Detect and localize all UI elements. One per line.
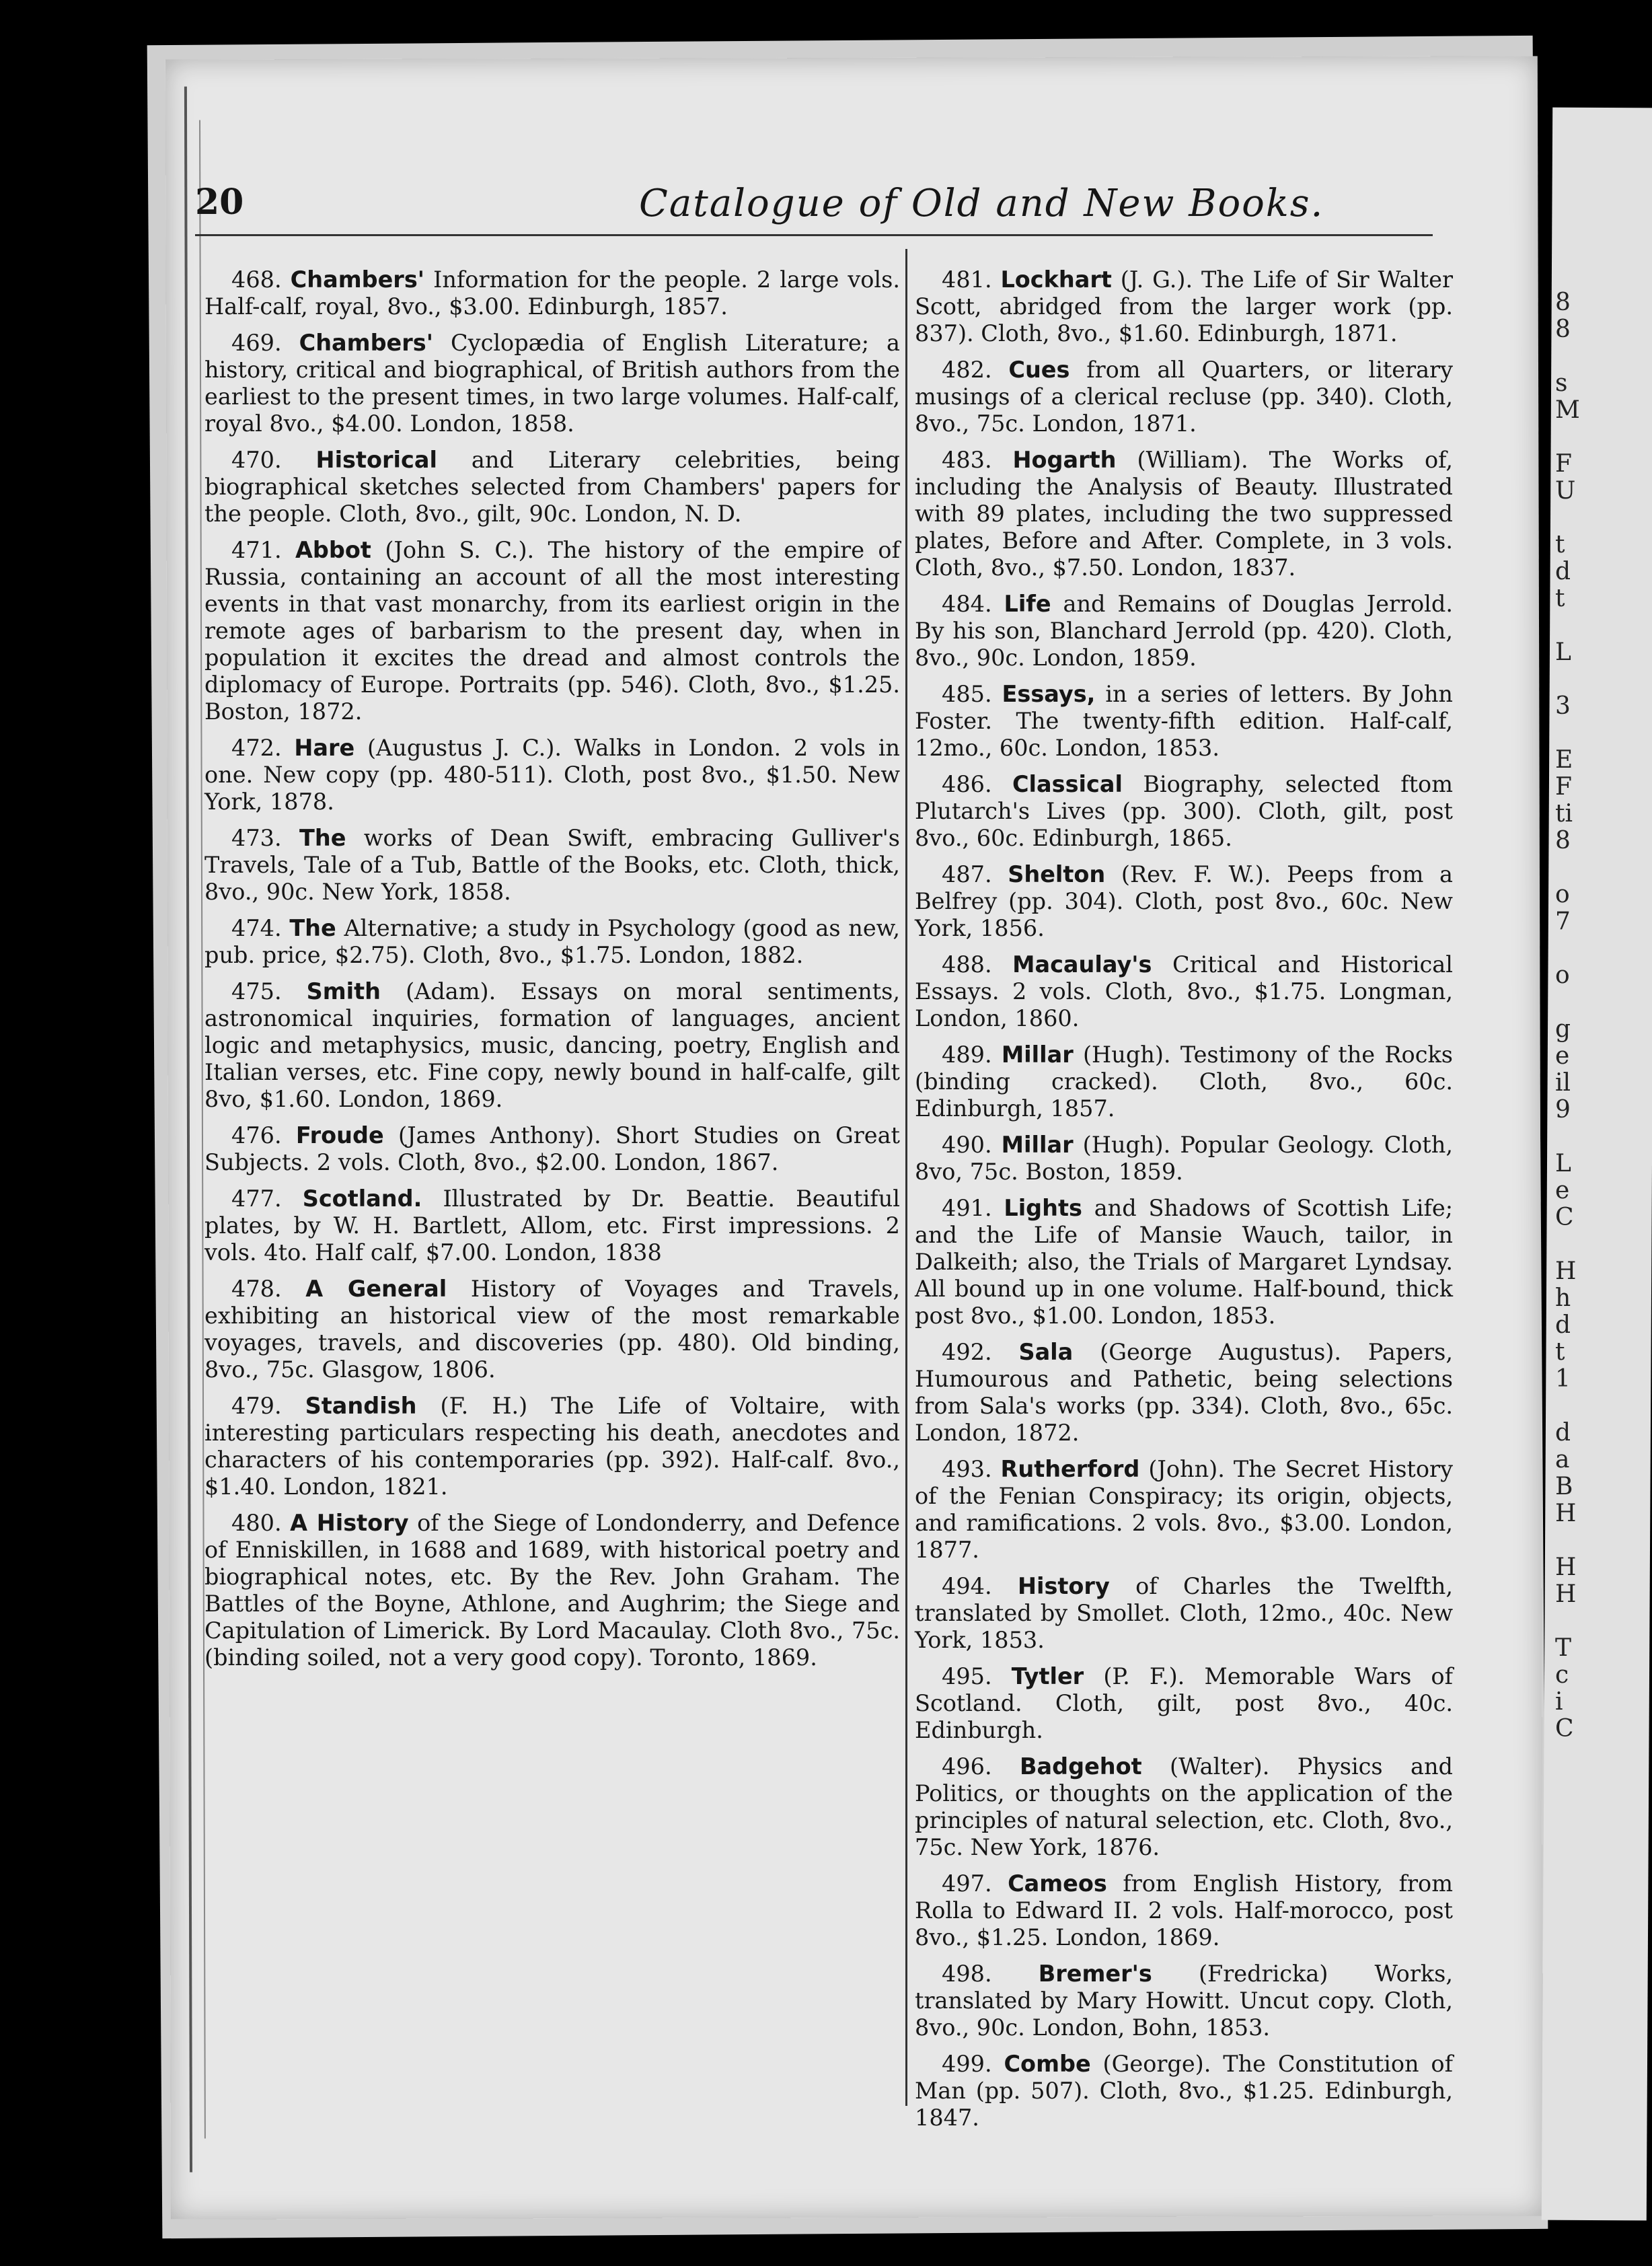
catalogue-entry [204, 1185, 900, 1266]
entry-number: 487. [942, 861, 1008, 887]
catalogue-entry [204, 330, 900, 437]
entry-description: (F. H.) The Life of Voltaire, with interesting particulars respecting his death, anecdotes and characters of his contemporaries (pp. 392). Half-calf. 8vo., $1.40. London, 1821. [204, 1393, 900, 1500]
entry-heading: Essays, [1002, 681, 1096, 707]
catalogue-entry [204, 1393, 900, 1500]
entry-heading: The [299, 825, 346, 851]
entry-heading: Lockhart [1000, 266, 1112, 293]
entry-heading: Macaulay's [1012, 951, 1152, 978]
entry-heading: Standish [305, 1393, 417, 1419]
catalogue-entry [204, 447, 900, 527]
catalogue-entry [915, 951, 1453, 1032]
entry-description: (Adam). Essays on moral sentiments, astronomical inquiries, formation of languages, ancient logic and metaphysics, music, dancing, poetry, English and Italian verses, etc. Fine copy, newly bound in half-calfe, gilt 8vo, $1.60. London, 1869. [204, 978, 900, 1112]
entry-description: (Walter). Physics and Politics, or thoughts on the application of the principles of natural selection, etc. Cloth, 8vo., 75c. New York, 1876. [915, 1753, 1453, 1860]
catalogue-entry [204, 537, 900, 725]
entry-heading: Lights [1004, 1195, 1082, 1221]
catalogue-entry [915, 591, 1453, 671]
catalogue-entry [915, 1195, 1453, 1329]
catalogue-entry [915, 681, 1453, 762]
entry-description: (George Augustus). Papers, Humourous and Pathetic, being selections from Sala's works (pp. 334). Cloth, 8vo., 65c. London, 1872. [915, 1339, 1453, 1446]
entry-number: 468. [231, 266, 291, 293]
entry-number: 488. [942, 951, 1013, 978]
entry-heading: Millar [1001, 1041, 1074, 1068]
entry-number: 472. [231, 735, 295, 761]
entry-number: 475. [231, 978, 307, 1004]
entry-description: in a series of letters. By John Foster. The twenty-fifth edition. Half-calf, 12mo., 60c. London, 1853. [915, 681, 1453, 761]
catalogue-entry [915, 861, 1453, 942]
page-edge-line [184, 87, 192, 2172]
entry-description: (George). The Constitution of Man (pp. 507). Cloth, 8vo., $1.25. Edinburgh, 1847. [915, 2051, 1453, 2131]
entry-heading: Hare [294, 735, 355, 761]
left-column [204, 266, 900, 1681]
entry-description: Critical and Historical Essays. 2 vols. Cloth, 8vo., $1.75. Longman, London, 1860. [915, 951, 1453, 1031]
entry-description: (Fredricka) Works, translated by Mary Howitt. Uncut copy. Cloth, 8vo., 90c. London, Bohn, 1853. [915, 1961, 1453, 2041]
entry-number: 489. [942, 1041, 1002, 1068]
entry-number: 477. [231, 1185, 303, 1212]
entry-heading: Smith [306, 978, 381, 1004]
running-title: Catalogue of Old and New Books. [639, 182, 1324, 225]
entry-heading: Cameos [1008, 1870, 1107, 1897]
entry-number: 496. [942, 1753, 1020, 1780]
entry-heading: Millar [1001, 1132, 1074, 1158]
entry-description: History of Voyages and Travels, exhibiting an historical view of the most remarkable voyages, travels, and discoveries (pp. 480). Old binding, 8vo., 75c. Glasgow, 1806. [204, 1276, 900, 1383]
entry-heading: Cues [1008, 357, 1070, 383]
entry-heading: A General [305, 1276, 447, 1302]
entry-description: (Augustus J. C.). Walks in London. 2 vols in one. New copy (pp. 480-511). Cloth, post 8vo., $1.50. New York, 1878. [204, 735, 900, 815]
entry-heading: Tytler [1011, 1663, 1084, 1689]
entry-description: works of Dean Swift, embracing Gulliver's Travels, Tale of a Tub, Battle of the Books, etc. Cloth, thick, 8vo., 90c. New York, 1858. [204, 825, 900, 905]
entry-heading: Rutherford [1000, 1456, 1140, 1482]
column-divider [905, 249, 907, 2106]
entry-heading: Badgehot [1019, 1753, 1142, 1780]
entry-number: 470. [231, 447, 316, 473]
page-header [195, 141, 1433, 225]
entry-description: from all Quarters, or literary musings of a clerical recluse (pp. 340). Cloth, 8vo., 75c. London, 1871. [915, 357, 1453, 437]
entry-number: 482. [942, 357, 1009, 383]
adjacent-page-fragments: 8 8 s M F U t d t L 3 E F ti 8 o 7 o g e il 9 L e C H h d t 1 d a B H H H T c i C [1555, 289, 1580, 1743]
entry-heading: Chambers' [290, 266, 425, 293]
entry-heading: Hogarth [1012, 447, 1117, 473]
entry-number: 497. [942, 1870, 1008, 1897]
catalogue-entry [915, 771, 1453, 852]
catalogue-entry [204, 915, 900, 969]
catalogue-entry [204, 978, 900, 1113]
catalogue-entry [915, 1456, 1453, 1564]
entry-description: (Hugh). Testimony of the Rocks (binding cracked). Cloth, 8vo., 60c. Edinburgh, 1857. [915, 1041, 1453, 1122]
entry-heading: Classical [1012, 771, 1123, 797]
header-rule [195, 234, 1433, 236]
entry-description: (P. F.). Memorable Wars of Scotland. Cloth, gilt, post 8vo., 40c. Edinburgh. [915, 1663, 1454, 1743]
catalogue-entry [204, 1510, 900, 1671]
catalogue-entry [915, 1339, 1453, 1447]
page-number: 20 [195, 182, 244, 223]
entry-number: 493. [942, 1456, 1001, 1482]
entry-number: 494. [942, 1573, 1018, 1599]
entry-number: 476. [231, 1122, 296, 1148]
entry-number: 486. [942, 771, 1012, 797]
entry-description: (Rev. F. W.). Peeps from a Belfrey (pp. 304). Cloth, post 8vo., 60c. New York, 1856. [915, 861, 1453, 941]
entry-description: (John S. C.). The history of the empire of Russia, containing an account of all the most interesting events in that vast monarchy, from its earliest origin in the remote ages of barbarism to the present day, when in population it excites the dread and almost controls the diplomacy of Europe. Portraits (pp. 546). Cloth, 8vo., $1.25. Boston, 1872. [204, 537, 900, 725]
entry-number: 498. [942, 1961, 1039, 1987]
entry-description: (William). The Works of, including the Analysis of Beauty. Illustrated with 89 plates, including the two suppressed plates, Before and After. Complete, in 3 vols. Cloth, 8vo., $7.50. London, 1837. [915, 447, 1453, 581]
entry-description: of Charles the Twelfth, translated by Smollet. Cloth, 12mo., 40c. New York, 1853. [915, 1573, 1453, 1653]
entry-description: of the Siege of Londonderry, and Defence of Enniskillen, in 1688 and 1689, with historical poetry and biographical notes, etc. By the Rev. John Graham. The Battles of the Boyne, Athlone, and Aughrim; the Siege and Capitulation of Limerick. By Lord Macaulay. Cloth 8vo., 75c. (binding soiled, not a very good copy). Toronto, 1869. [204, 1510, 900, 1671]
catalogue-entry [204, 735, 900, 815]
entry-heading: A History [290, 1510, 409, 1536]
entry-description: (James Anthony). Short Studies on Great Subjects. 2 vols. Cloth, 8vo., $2.00. London, 1867. [204, 1122, 901, 1175]
entry-heading: Froude [295, 1122, 384, 1148]
entry-description: from English History, from Rolla to Edward II. 2 vols. Half-morocco, post 8vo., $1.25. London, 1869. [915, 1870, 1453, 1950]
entry-heading: Historical [315, 447, 437, 473]
entry-number: 474. [231, 915, 290, 941]
entry-description: Illustrated by Dr. Beattie. Beautiful plates, by W. H. Bartlett, Allom, etc. First impressions. 2 vols. 4to. Half calf, $7.00. London, 1838 [204, 1185, 900, 1266]
catalogue-entry [915, 1573, 1453, 1654]
entry-number: 478. [231, 1276, 306, 1302]
entry-heading: The [289, 915, 336, 941]
catalogue-entry [204, 1276, 900, 1383]
entry-heading: Life [1004, 591, 1051, 617]
entry-heading: Abbot [295, 537, 371, 563]
entry-number: 490. [942, 1132, 1002, 1158]
catalogue-entry [915, 1870, 1453, 1951]
entry-description: and Remains of Douglas Jerrold. By his son, Blanchard Jerrold (pp. 420). Cloth, 8vo., 90c. London, 1859. [915, 591, 1453, 671]
entry-heading: Combe [1004, 2051, 1091, 2077]
entry-number: 473. [231, 825, 299, 851]
entry-heading: Chambers' [299, 330, 433, 356]
entry-number: 491. [942, 1195, 1004, 1221]
entry-number: 479. [231, 1393, 305, 1419]
entry-description: Cyclopædia of English Literature; a history, critical and biographical, of British authors from the earliest to the present times, in two large volumes. Half-calf, royal 8vo., $4.00. London, 1858. [204, 330, 900, 437]
entry-number: 480. [231, 1510, 291, 1536]
entry-heading: Shelton [1008, 861, 1106, 887]
entry-heading: Sala [1018, 1339, 1074, 1365]
catalogue-entry [204, 266, 900, 320]
entry-description: (Hugh). Popular Geology. Cloth, 8vo, 75c. Boston, 1859. [915, 1132, 1453, 1185]
catalogue-entry [204, 825, 900, 906]
entry-number: 469. [231, 330, 299, 356]
entry-number: 485. [942, 681, 1002, 707]
entry-description: and Shadows of Scottish Life; and the Life of Mansie Wauch, tailor, in Dalkeith; also, the Trials of Margaret Lyndsay. All bound up in one volume. Half-bound, thick post 8vo., $1.00. London, 1853. [915, 1195, 1453, 1329]
catalogue-entry [915, 266, 1453, 347]
entry-heading: Bremer's [1038, 1961, 1152, 1987]
entry-number: 484. [942, 591, 1004, 617]
entry-number: 483. [942, 447, 1013, 473]
catalogue-entry [915, 1753, 1453, 1861]
entry-number: 495. [942, 1663, 1012, 1689]
entry-number: 481. [942, 266, 1001, 293]
entry-description: (J. G.). The Life of Sir Walter Scott, abridged from the larger work (pp. 837). Cloth, 8vo., $1.60. Edinburgh, 1871. [915, 266, 1453, 346]
right-column [915, 266, 1453, 2141]
catalogue-entry [915, 357, 1453, 437]
catalogue-entry [915, 447, 1453, 581]
catalogue-entry [204, 1122, 900, 1176]
entry-number: 471. [231, 537, 295, 563]
catalogue-entry [915, 1132, 1453, 1185]
entry-heading: Scotland. [302, 1185, 422, 1212]
entry-description: Alternative; a study in Psychology (good as new, pub. price, $2.75). Cloth, 8vo., $1.75. London, 1882. [204, 915, 900, 968]
catalogue-entry [915, 1961, 1453, 2041]
catalogue-entry [915, 1663, 1453, 1744]
entry-description: Biography, selected ftom Plutarch's Lives (pp. 300). Cloth, gilt, post 8vo., 60c. Edinburgh, 1865. [915, 771, 1453, 851]
entry-number: 492. [942, 1339, 1019, 1365]
catalogue-entry [915, 2051, 1453, 2131]
entry-description: (John). The Secret History of the Fenian Conspiracy; its origin, objects, and ramifications. 2 vols. 8vo., $3.00. London, 1877. [915, 1456, 1453, 1563]
catalogue-entry [915, 1041, 1453, 1122]
entry-description: and Literary celebrities, being biographical sketches selected from Chambers' papers for the people. Cloth, 8vo., gilt, 90c. London, N. D. [204, 447, 901, 527]
entry-description: Information for the people. 2 large vols. Half-calf, royal, 8vo., $3.00. Edinburgh, 1857. [204, 266, 900, 320]
entry-heading: History [1017, 1573, 1110, 1599]
entry-number: 499. [942, 2051, 1004, 2077]
